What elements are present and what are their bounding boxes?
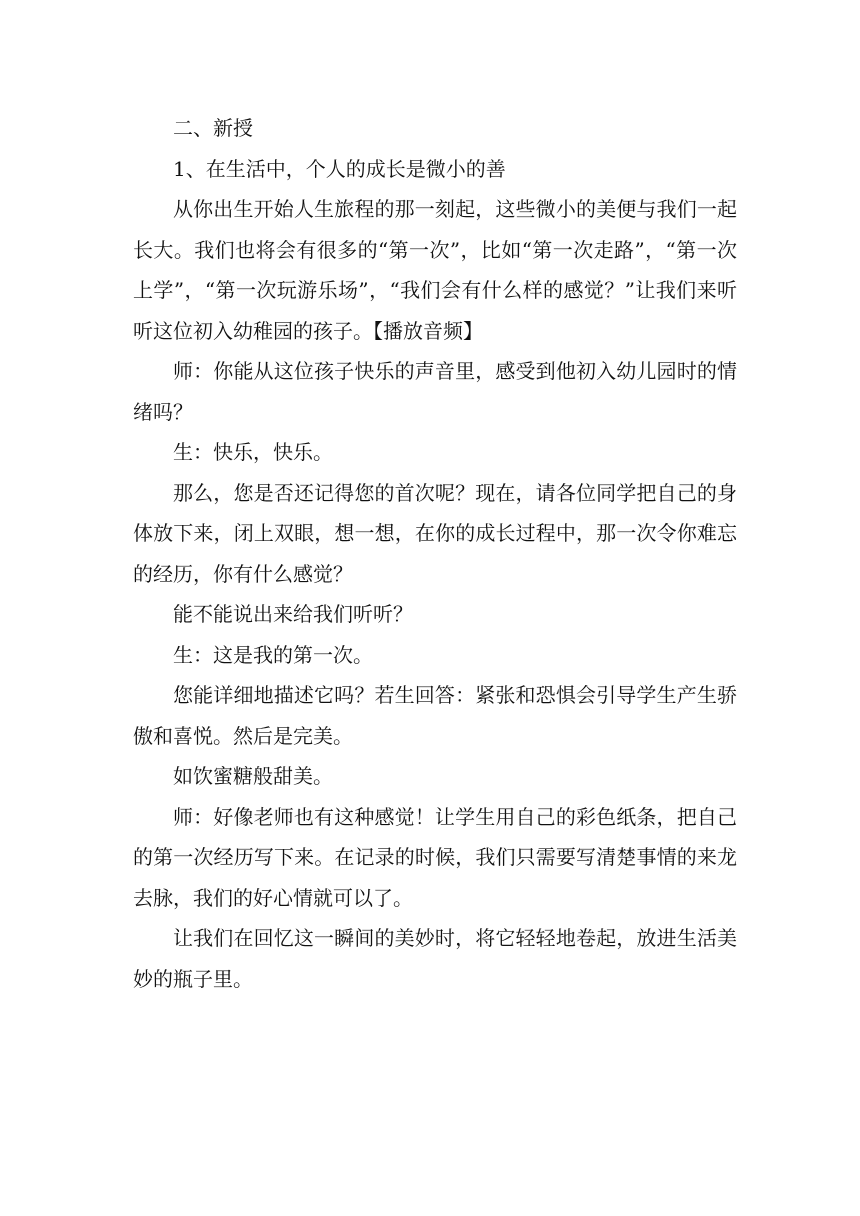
paragraph: 生：快乐，快乐。: [173, 440, 333, 464]
paragraph: 师：好像老师也有这种感觉！让学生用自己的彩色纸条，把自己的第一次经历写下来。在记录的时候，我们只需要写清楚事情的来龙去脉，我们的好心情就可以了。: [133, 804, 737, 910]
document-body: [133, 108, 737, 999]
paragraph: 让我们在回忆这一瞬间的美妙时，将它轻轻地卷起，放进生活美妙的瓶子里。: [133, 926, 737, 991]
section-heading: 二、新授: [173, 116, 253, 140]
paragraph: 那么，您是否还记得您的首次呢？现在，请各位同学把自己的身体放下来，闭上双眼，想一想，在你的成长过程中，那一次令你难忘的经历，你有什么感觉？: [133, 480, 737, 586]
paragraph: 您能详细地描述它吗？若生回答：紧张和恐惧会引导学生产生骄傲和喜悦。然后是完美。: [133, 683, 737, 748]
paragraph: 从你出生开始人生旅程的那一刻起，这些微小的美便与我们一起长大。我们也将会有很多的“第一次”，比如“第一次走路”，“第一次上学”，“第一次玩游乐场”，“我们会有什么样的感觉？”让我们来听听这位初入幼稚园的孩子。【播放音频】: [133, 197, 737, 343]
paragraph: 师：你能从这位孩子快乐的声音里，感受到他初入幼儿园时的情绪吗？: [133, 359, 737, 424]
subsection-heading: 1、在生活中，个人的成长是微小的善: [173, 156, 506, 181]
paragraph: 能不能说出来给我们听听？: [173, 602, 413, 626]
paragraph: 如饮蜜糖般甜美。: [173, 764, 333, 788]
paragraph: 生：这是我的第一次。: [173, 642, 373, 667]
